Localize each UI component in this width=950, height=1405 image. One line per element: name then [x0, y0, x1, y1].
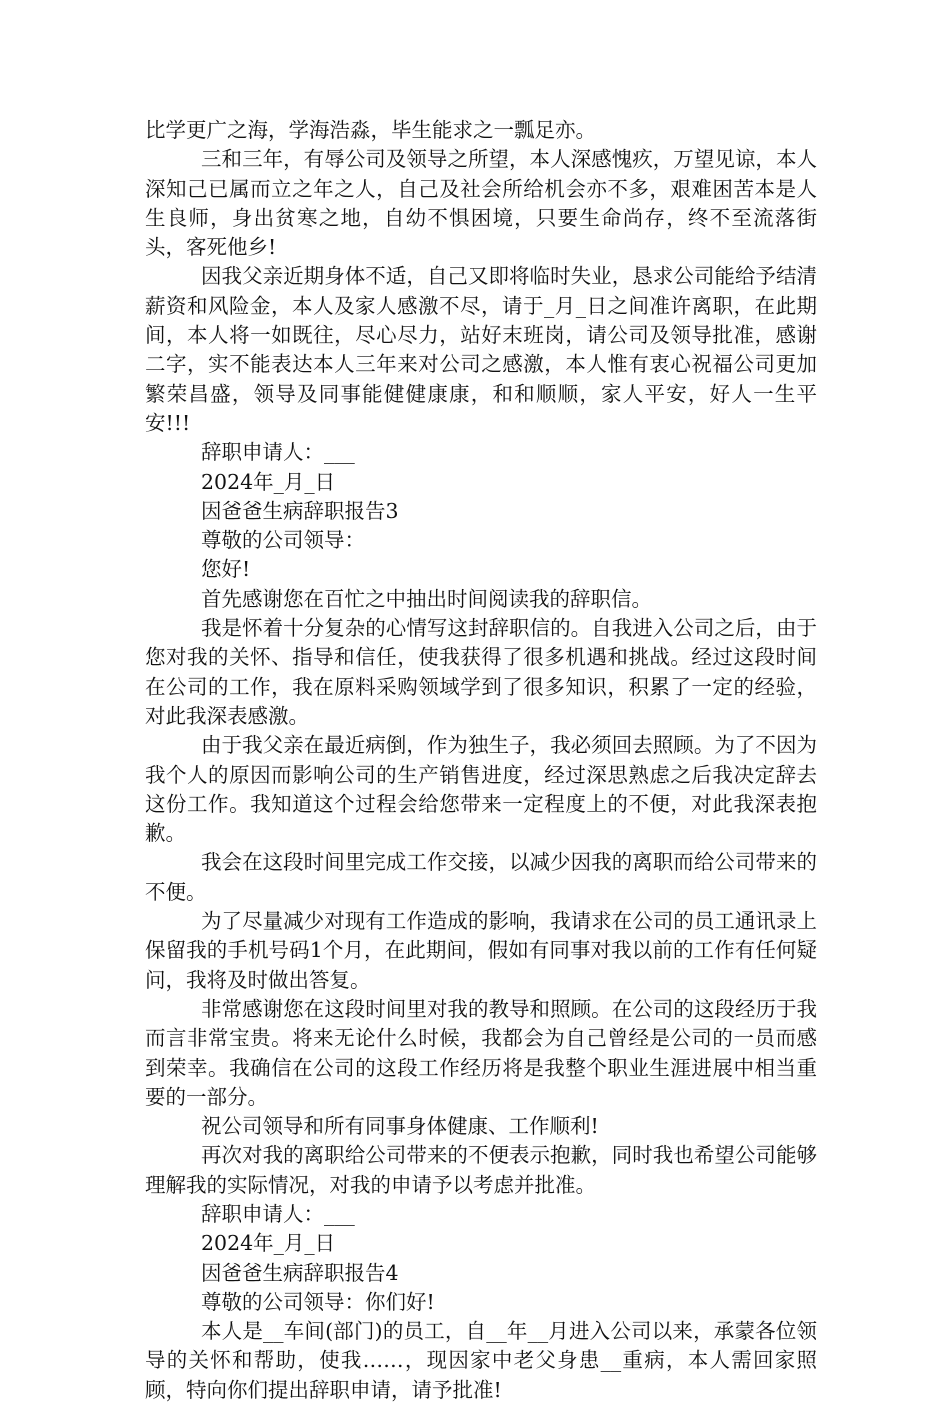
paragraph-0: 比学更广之海，学海浩淼，毕生能求之一瓢足亦。 [145, 118, 596, 142]
paragraph-20: 本人是__车间(部门)的员工，自__年__月进入公司以来，承蒙各位领导的关怀和帮助，使我……，现因家中老父身患__重病，本人需回家照顾，特向你们提出辞职申请，请予批准! [145, 1319, 817, 1402]
signature-line: 辞职申请人：___ [201, 1201, 355, 1226]
paragraph-15: 再次对我的离职给公司带来的不便表示抱歉，同时我也希望公司能够理解我的实际情况，对我的申请予以考虑并批准。 [145, 1143, 817, 1197]
paragraph-13: 非常感谢您在这段时间里对我的教导和照顾。在公司的这段经历于我而言非常宝贵。将来无论什么时候，我都会为自己曾经是公司的一员而感到荣幸。我确信在公司的这段工作经历将是我整个职业生涯进展中相当重要的一部分。 [145, 996, 817, 1109]
salutation: 尊敬的公司领导： [201, 528, 365, 553]
date-line: 2024年_月_日 [201, 1231, 336, 1256]
paragraph-2: 因我父亲近期身体不适，自己又即将临时失业，恳求公司能给予结清薪资和风险金，本人及家人感激不尽，请于_月_日之间准许离职，在此期间，本人将一如既往，尽心尽力，站好末班岗，请公司及领导批准，感谢二字，实不能表达本人三年来对公司之感激，本人惟有衷心祝福公司更加繁荣昌盛，领导及同事能健健康康，和和顺顺，家人平安，好人一生平安!!! [145, 264, 817, 435]
section-title: 因爸爸生病辞职报告3 [201, 498, 399, 523]
date-line: 2024年_月_日 [201, 469, 336, 494]
paragraph-10: 由于我父亲在最近病倒，作为独生子，我必须回去照顾。为了不因为我个人的原因而影响公司的生产销售进度，经过深思熟虑之后我决定辞去这份工作。我知道这个过程会给您带来一定程度上的不便，对此我深表抱歉。 [145, 733, 817, 846]
signature-line: 辞职申请人：___ [201, 440, 355, 465]
paragraph-14: 祝公司领导和所有同事身体健康、工作顺利! [201, 1114, 599, 1139]
paragraph-12: 为了尽量减少对现有工作造成的影响，我请求在公司的员工通讯录上保留我的手机号码1个月，在此期间，假如有同事对我以前的工作有任何疑问，我将及时做出答复。 [145, 909, 817, 992]
paragraph-1: 三和三年，有辱公司及领导之所望，本人深感愧疚，万望见谅，本人深知己已属而立之年之人，自己及社会所给机会亦不多，艰难困苦本是人生良师，身出贫寒之地，自幼不惧困境，只要生命尚存，终不至流落街头，客死他乡! [145, 147, 817, 260]
document-body [145, 116, 817, 1405]
paragraph-8: 首先感谢您在百忙之中抽出时间阅读我的辞职信。 [201, 586, 652, 611]
paragraph-9: 我是怀着十分复杂的心情写这封辞职信的。自我进入公司之后，由于您对我的关怀、指导和信任，使我获得了很多机遇和挑战。经过这段时间在公司的工作，我在原料采购领域学到了很多知识，积累了一定的经验，对此我深表感激。 [145, 616, 817, 728]
salutation: 尊敬的公司领导：你们好! [201, 1289, 435, 1314]
greeting: 您好! [201, 557, 251, 582]
paragraph-11: 我会在这段时间里完成工作交接，以减少因我的离职而给公司带来的不便。 [145, 850, 817, 904]
section-title: 因爸爸生病辞职报告4 [201, 1260, 399, 1285]
